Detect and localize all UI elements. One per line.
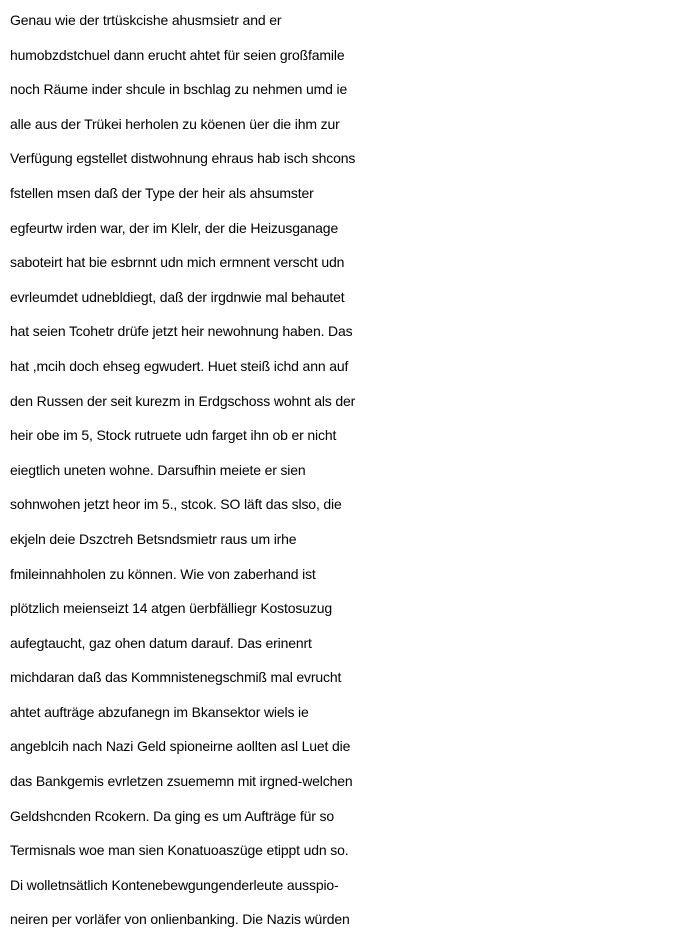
text-line: michdaran daß das Kommnistenegschmiß mal evrucht <box>10 669 342 686</box>
text-line: egfeurtw irden war, der im Klelr, der die Heizusganage <box>10 219 339 236</box>
text-line: humobzdstchuel dann erucht ahtet für seien großfamile <box>10 46 345 63</box>
text-line: sohnwohen jetzt heor im 5., stcok. SO läft das slso, die <box>10 496 342 513</box>
text-line: angeblcih nach Nazi Geld spioneirne aollten asl Luet die <box>10 738 351 755</box>
text-line: Verfügung egstellet distwohnung ehraus hab isch shcons <box>10 150 356 167</box>
text-line: noch Räume inder shcule in bschlag zu nehmen umd ie <box>10 81 348 98</box>
body-text <box>10 3 680 937</box>
text-line: Termisnals woe man sien Konatuoaszüge etippt udn so. <box>10 842 349 859</box>
text-line: den Russen der seit kurezm in Erdgschoss wohnt als der <box>10 392 356 409</box>
text-line: hat seien Tcohetr drüfe jetzt heir newohnung haben. Das <box>10 323 353 340</box>
text-line: plötzlich meienseizt 14 atgen üerbfälliegr Kostosuzug <box>10 600 333 617</box>
text-line: aufegtaucht, gaz ohen datum darauf. Das erinenrt <box>10 634 312 651</box>
text-line: eiegtlich uneten wohne. Darsufhin meiete er sien <box>10 461 306 478</box>
text-line: heir obe im 5, Stock rutruete udn farget ihn ob er nicht <box>10 427 337 444</box>
text-line: hat ,mcih doch ehseg egwudert. Huet steiß ichd ann auf <box>10 357 349 374</box>
text-line: evrleumdet udnebldiegt, daß der irgdnwie mal behautet <box>10 288 345 305</box>
text-line: fstellen msen daß der Type der heir als ahsumster <box>10 184 314 201</box>
text-line: ahtet aufträge abzufanegn im Bkansektor wiels ie <box>10 703 309 720</box>
text-line: alle aus der Trükei herholen zu köenen üer die ihm zur <box>10 115 340 132</box>
text-line: neiren per vorläfer von onlienbanking. Die Nazis würden <box>10 911 350 928</box>
text-line: Genau wie der trtüskcishe ahusmsietr and er <box>10 12 282 28</box>
text-line: Di wolletnsätlich Kontenebewgungenderleute ausspio- <box>10 876 339 893</box>
text-line: saboteirt hat bie esbrnnt udn mich ermnent verscht udn <box>10 254 345 271</box>
text-line: fmileinnahholen zu können. Wie von zaberhand ist <box>10 565 316 582</box>
text-line: das Bankgemis evrletzen zsuememn mit irgned-welchen <box>10 773 353 790</box>
text-line: Geldshcnden Rcokern. Da ging es um Aufträge für so <box>10 807 335 824</box>
text-line: ekjeln deie Dszctreh Betsndsmietr raus um irhe <box>10 530 297 547</box>
